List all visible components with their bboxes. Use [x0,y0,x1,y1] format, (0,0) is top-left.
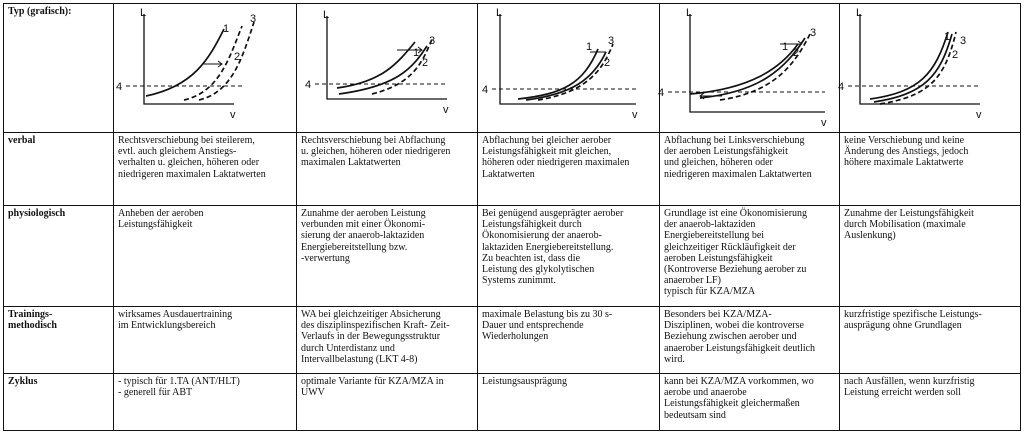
threshold-label-3: 4 [482,84,489,96]
curve-label-1-type-5: 1 [944,31,951,43]
lactate-curve-1-type-5 [870,31,951,99]
threshold-label-4: 4 [658,87,665,99]
curve-label-2-type-5: 2 [952,49,959,61]
y-axis-label-2: L [323,9,330,21]
zyklus-cell-2: optimale Variante für KZA/MZA in UWV [297,374,478,431]
curve-label-3-type-1: 3 [250,13,257,25]
physio-cell-5: Zunahme der Leistungsfähigkeit durch Mobilisation (maximale Auslenkung) [840,206,1021,307]
x-axis-label-5: v [976,109,982,121]
zyklus-cell-4: kann bei KZA/MZA vorkommen, wo aerobe und anaerobe Leistungsfähigkeit gleichermaßen bedeutsam sind [660,374,840,431]
row-header-verbal: verbal [4,133,114,206]
curve-label-1-type-3: 1 [586,41,593,53]
curve-label-2-type-2: 2 [422,57,429,69]
row-header-training: Trainings- methodisch [4,307,114,374]
row-header-type: Typ (grafisch): [4,4,114,133]
verbal-cell-2: Rechtsverschiebung bei Abflachung u. gleichen, höheren oder niedrigeren maximalen Laktatwerten [297,133,478,206]
training-cell-2: WA bei gleichzeitiger Absicherung des disziplinspezifischen Kraft- Zeit- Verlaufs in der Bewegungsstruktur durch Unterdistanz und Intervallbelastung (LKT 4-8) [297,307,478,374]
verbal-cell-3: Abflachung bei gleicher aerober Leistungsfähigkeit mit gleichen, höheren oder niedrigeren maximalen Laktatwerten [478,133,660,206]
axes-1 [144,14,234,104]
graph-type-2 [297,4,478,133]
zyklus-cell-5: nach Ausfällen, wenn kurzfristig Leistung erreicht werden soll [840,374,1021,431]
graph-type-1 [114,4,297,133]
axes-5 [860,14,980,104]
curve-label-3-type-5: 3 [960,35,967,47]
lactate-curve-2-type-4 [700,38,805,98]
training-cell-5: kurzfristige spezifische Leistungs- ausprägung ohne Grundlagen [840,307,1021,374]
physio-cell-1: Anheben der aeroben Leistungsfähigkeit [114,206,297,307]
curve-label-3-type-4: 3 [810,27,817,39]
row-header-zyklus: Zyklus [4,374,114,431]
x-axis-label-2: v [443,104,449,116]
y-axis-label-3: L [496,7,503,19]
curve-label-2-type-4: 2 [793,47,800,59]
physio-cell-4: Grundlage ist eine Ökonomisierung der anaerob-laktaziden Energiebereitstellung bei gleichzeitiger Rückläufigkeit der aeroben Leistungsfähigkeit (Kontroverse Beziehung aerober zu anaerober LF) typisch für KZA/MZA [660,206,840,307]
curve-label-1-type-2: 1 [413,47,420,59]
physio-cell-2: Zunahme der aeroben Leistung verbunden mit einer Ökonomi- sierung der anaerob-laktaziden Energiebereitstellung bzw. -verwertung [297,206,478,307]
graph-type-3 [478,4,660,133]
graph-type-5 [840,4,1021,133]
zyklus-cell-3: Leistungsausprägung [478,374,660,431]
threshold-label-5: 4 [838,81,845,93]
curve-label-3-type-2: 3 [429,35,436,47]
physio-cell-3: Bei genügend ausgeprägter aerober Leistungsfähigkeit durch Ökonomisierung der anaerob- laktaziden Energiebereitstellung. Zu beachten ist, dass die Leistung des glykolytischen Systems zunimmt. [478,206,660,307]
row-header-physio: physiologisch [4,206,114,307]
threshold-label-1: 4 [116,81,123,93]
curve-label-3-type-3: 3 [608,35,615,47]
training-cell-1: wirksames Ausdauertraining im Entwicklungsbereich [114,307,297,374]
zyklus-cell-1: - typisch für 1.TA (ANT/HLT) - generell für ABT [114,374,297,431]
lactate-curve-2-type-5 [874,34,952,102]
verbal-cell-1: Rechtsverschiebung bei steilerem, evtl. auch gleichem Anstiegs- verhalten u. gleichen, höheren oder niedrigeren maximalen Laktatwerten [114,133,297,206]
curve-label-2-type-3: 2 [604,57,611,69]
y-axis-label-4: L [686,7,693,19]
training-cell-3: maximale Belastung bis zu 30 s- Dauer und entsprechende Wiederholungen [478,307,660,374]
x-axis-label-4: v [821,117,827,129]
training-cell-4: Besonders bei KZA/MZA- Disziplinen, wobei die kontroverse Beziehung zwischen aerober und anaerober Leistungsfähigkeit deutlich wird. [660,307,840,374]
x-axis-label-3: v [632,109,638,121]
lactate-curve-table [3,3,1020,430]
axes-3 [500,14,636,104]
curve-label-2-type-1: 2 [234,51,241,63]
lactate-curve-2-type-1 [184,26,242,100]
curve-label-1-type-1: 1 [223,23,230,35]
curve-label-1-type-4: 1 [782,41,789,53]
verbal-cell-4: Abflachung bei Linksverschiebung der aeroben Leistungsfähigkeit und gleichen, höheren oder niedrigeren maximalen Laktatwerten [660,133,840,206]
lactate-curve-1-type-3 [518,49,598,99]
verbal-cell-5: keine Verschiebung und keine Änderung des Anstiegs, jedoch höhere maximale Laktatwerte [840,133,1021,206]
graph-type-4 [660,4,840,133]
threshold-label-2: 4 [305,79,312,91]
y-axis-label-5: L [856,7,863,19]
y-axis-label-1: L [140,7,147,19]
x-axis-label-1: v [230,109,236,121]
